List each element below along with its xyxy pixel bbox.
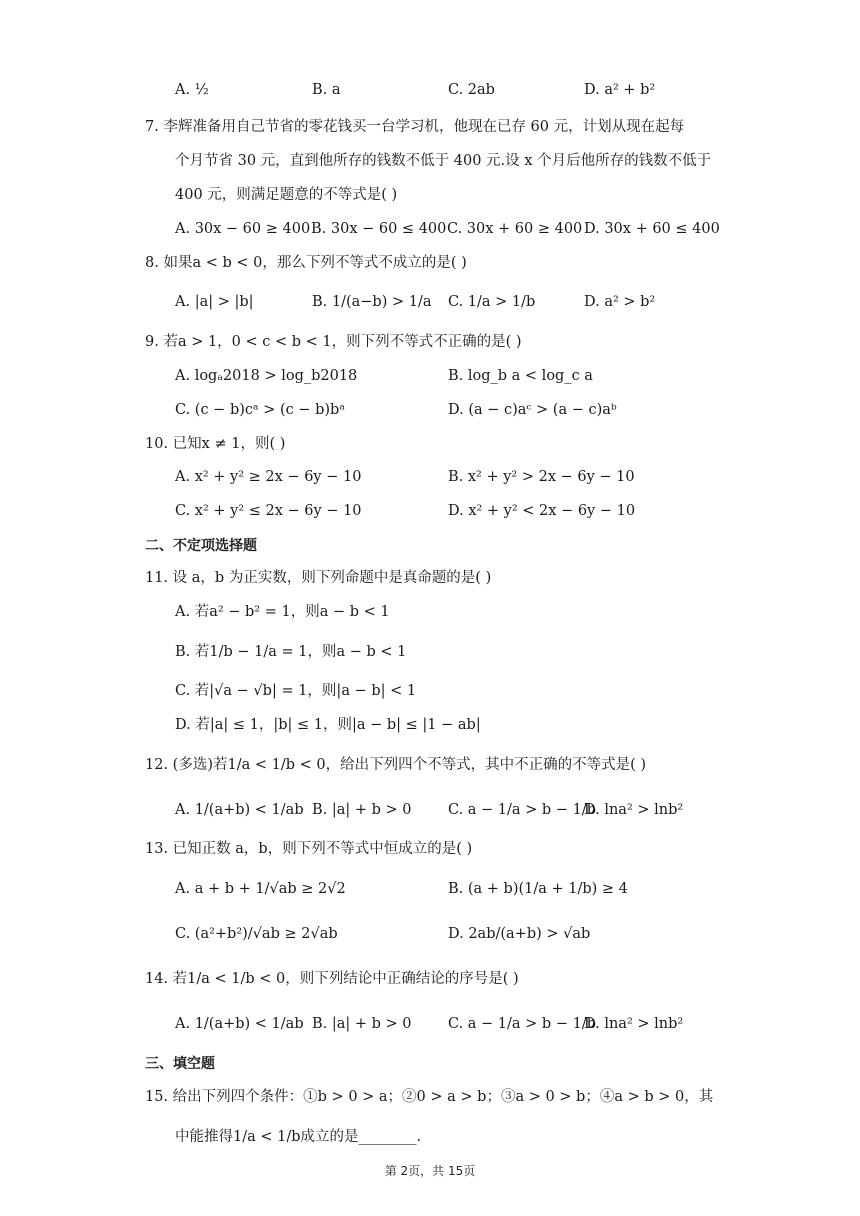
q6-option-a: A. ½ (175, 82, 209, 98)
q7-stem-line1: 7. 李辉准备用自己节省的零花钱买一台学习机，他现在已存 60 元，计划从现在起每 (145, 119, 685, 135)
q12-option-d: D. lna² > lnb² (584, 802, 684, 818)
q8-option-b: B. 1/(a−b) > 1/a (312, 294, 432, 310)
q8-option-c: C. 1/a > 1/b (448, 294, 536, 310)
q14-option-c: C. a − 1/a > b − 1/b (448, 1016, 596, 1032)
q10-stem: 10. 已知x ≠ 1，则( ) (145, 436, 286, 452)
q6-option-b: B. a (312, 82, 341, 98)
q11-option-d: D. 若|a| ≤ 1，|b| ≤ 1，则|a − b| ≤ |1 − ab| (175, 717, 481, 733)
q11-stem: 11. 设 a，b 为正实数，则下列命题中是真命题的是( ) (145, 570, 492, 586)
q8-stem: 8. 如果a < b < 0，那么下列不等式不成立的是( ) (145, 255, 467, 271)
q13-option-d: D. 2ab/(a+b) > √ab (448, 926, 591, 942)
q7-option-d: D. 30x + 60 ≤ 400 (584, 221, 720, 237)
q12-stem: 12. (多选)若1/a < 1/b < 0，给出下列四个不等式，其中不正确的不等式是( ) (145, 757, 647, 773)
q7-stem-line2: 个月节省 30 元，直到他所存的钱数不低于 400 元.设 x 个月后他所存的钱数不低于 (175, 153, 712, 169)
q14-option-a: A. 1/(a+b) < 1/ab (175, 1016, 304, 1032)
q13-option-c: C. (a²+b²)/√ab ≥ 2√ab (175, 926, 338, 942)
q13-option-a: A. a + b + 1/√ab ≥ 2√2 (175, 881, 346, 897)
q10-option-d: D. x² + y² < 2x − 6y − 10 (448, 503, 636, 519)
q9-option-a: A. logₐ2018 > log_b2018 (175, 368, 358, 384)
q15-stem-line1: 15. 给出下列四个条件：①b > 0 > a；②0 > a > b；③a > 0 > b；④a > b > 0，其 (145, 1089, 714, 1105)
q11-option-c: C. 若|√a − √b| = 1，则|a − b| < 1 (175, 683, 417, 699)
q10-option-b: B. x² + y² > 2x − 6y − 10 (448, 469, 635, 485)
section-heading-fill-in: 三、填空题 (145, 1056, 215, 1072)
q8-option-d: D. a² > b² (584, 294, 656, 310)
q9-stem: 9. 若a > 1，0 < c < b < 1，则下列不等式不正确的是( ) (145, 334, 522, 350)
q6-option-d: D. a² + b² (584, 82, 656, 98)
q9-option-d: D. (a − c)aᶜ > (a − c)aᵇ (448, 402, 617, 418)
q7-stem-line3: 400 元，则满足题意的不等式是( ) (175, 187, 398, 203)
q14-option-d: D. lna² > lnb² (584, 1016, 684, 1032)
q8-option-a: A. |a| > |b| (175, 294, 254, 310)
q6-option-c: C. 2ab (448, 82, 495, 98)
section-heading-multi-choice: 二、不定项选择题 (145, 538, 257, 554)
page-footer: 第 2页，共 15页 (384, 1164, 476, 1178)
q10-option-a: A. x² + y² ≥ 2x − 6y − 10 (175, 469, 362, 485)
q11-option-a: A. 若a² − b² = 1，则a − b < 1 (175, 604, 390, 620)
q10-option-c: C. x² + y² ≤ 2x − 6y − 10 (175, 503, 362, 519)
q13-option-b: B. (a + b)(1/a + 1/b) ≥ 4 (448, 881, 628, 897)
q9-option-b: B. log_b a < log_c a (448, 368, 593, 384)
q9-option-c: C. (c − b)cᵃ > (c − b)bᵃ (175, 402, 345, 418)
q7-option-c: C. 30x + 60 ≥ 400 (447, 221, 583, 237)
q11-option-b: B. 若1/b − 1/a = 1，则a − b < 1 (175, 644, 407, 660)
q14-stem: 14. 若1/a < 1/b < 0，则下列结论中正确结论的序号是( ) (145, 971, 519, 987)
q12-option-b: B. |a| + b > 0 (312, 802, 412, 818)
q7-option-a: A. 30x − 60 ≥ 400 (175, 221, 311, 237)
q13-stem: 13. 已知正数 a，b，则下列不等式中恒成立的是( ) (145, 841, 473, 857)
q7-option-b: B. 30x − 60 ≤ 400 (311, 221, 447, 237)
q12-option-c: C. a − 1/a > b − 1/b (448, 802, 596, 818)
q15-stem-line2: 中能推得1/a < 1/b成立的是________. (175, 1129, 422, 1145)
q12-option-a: A. 1/(a+b) < 1/ab (175, 802, 304, 818)
q14-option-b: B. |a| + b > 0 (312, 1016, 412, 1032)
